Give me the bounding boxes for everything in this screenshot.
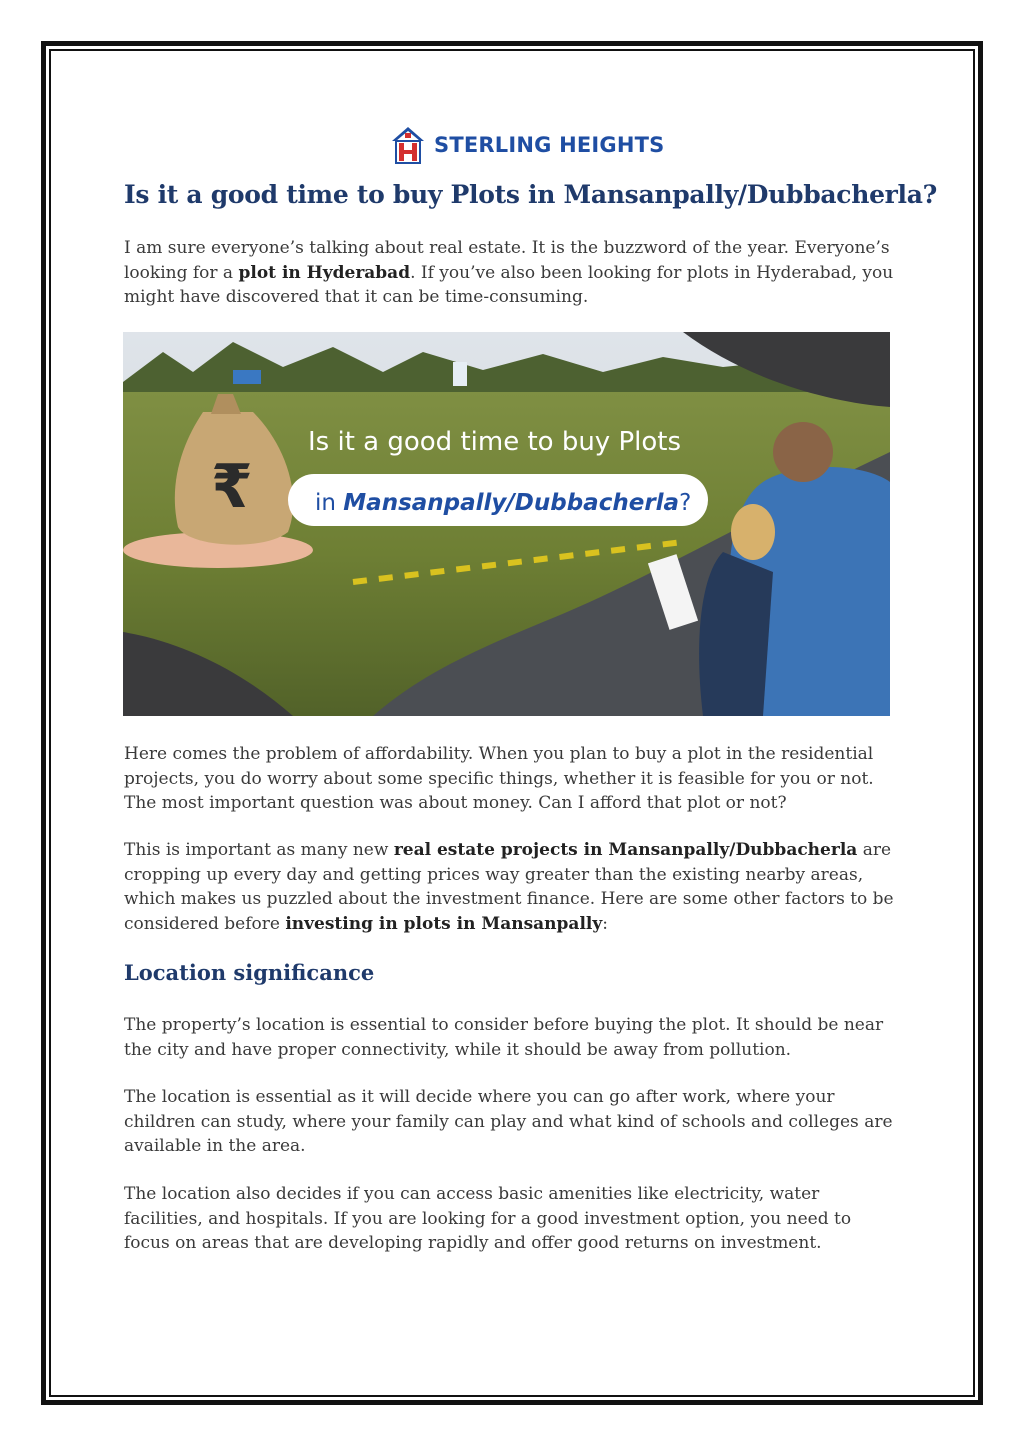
banner-line-2: in Mansanpally/Dubbacherla?	[315, 490, 692, 516]
section-heading-location: Location significance	[124, 960, 375, 985]
investing-plots-link[interactable]: investing in plots in Mansanpally	[285, 913, 603, 934]
page-title: Is it a good time to buy Plots in Mansanpally/Dubbacherla?	[124, 180, 937, 209]
real-estate-projects-link[interactable]: real estate projects in Mansanpally/Dubbacherla	[393, 840, 858, 860]
location-paragraph-1: The property’s location is essential to consider before buying the plot. It should be near the city and have proper connectivity, while it should be away from pollution.	[124, 1015, 884, 1060]
intro-paragraph: I am sure everyone’s talking about real estate. It is the buzzword of the year. Everyone’s looking for a plot in Hyderabad. If you’ve also been looking for plots in Hyderabad, you might have discovered that it can be time-consuming.	[124, 238, 894, 307]
location-paragraph-2: The location is essential as it will decide where you can go after work, where your children can study, where your family can play and what kind of schools and colleges are available in the area.	[124, 1087, 893, 1156]
plot-hyderabad-link[interactable]: plot in Hyderabad	[238, 262, 411, 283]
location-paragraph-3: The location also decides if you can access basic amenities like electricity, water facilities, and hospitals. If you are looking for a good investment option, you need to focus on areas that are developing rapidly and offer good returns on investment.	[124, 1184, 852, 1253]
brand-logo	[390, 124, 664, 166]
hero-banner-image	[123, 332, 890, 716]
affordability-paragraph: Here comes the problem of affordability. When you plan to buy a plot in the residential projects, you do worry about some specific things, whether it is feasible for you or not. The most important question was about money. Can I afford that plot or not?	[124, 744, 874, 813]
rupee-symbol: ₹	[211, 452, 253, 522]
banner-line-1: Is it a good time to buy Plots	[308, 427, 682, 457]
brand-name: STERLING HEIGHTS	[434, 133, 665, 157]
projects-paragraph: This is important as many new real estate projects in Mansanpally/Dubbacherla are cropping up every day and getting prices way greater than the existing nearby areas, which makes us puzzled about the investment finance. Here are some other factors to be considered before investing in plots in Mansanpally:	[124, 840, 894, 934]
house-logo-icon	[390, 125, 426, 165]
